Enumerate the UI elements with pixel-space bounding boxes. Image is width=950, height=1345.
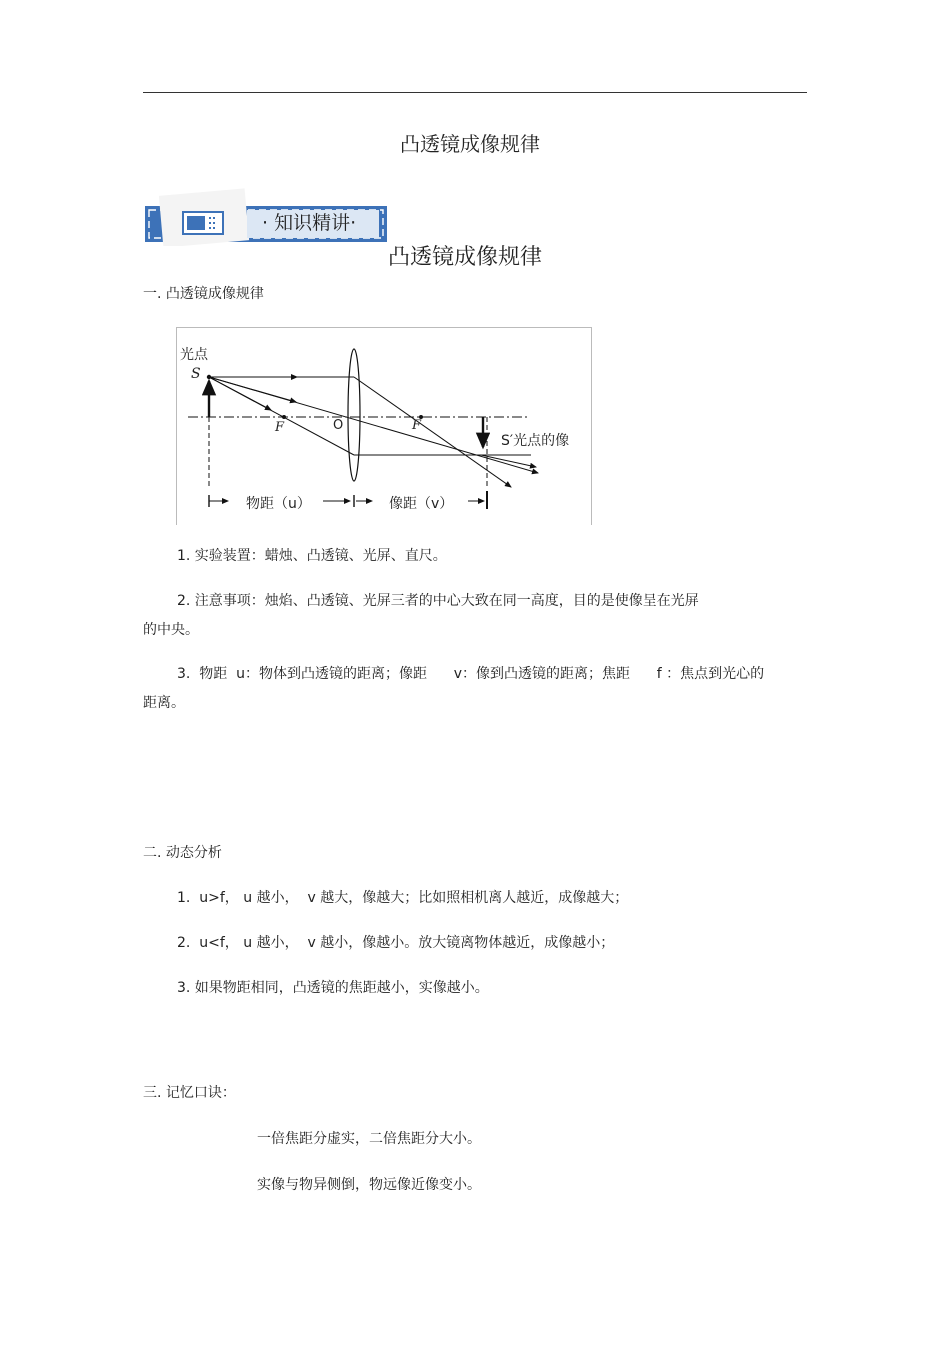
s1-item-3: 3. 物距 u：物体到凸透镜的距离；像距 v：像到凸透镜的距离；焦距 f ：焦点到光心的 bbox=[177, 666, 765, 682]
s2-item-2: 2. u<f， u 越小， v 越小，像越小。放大镜离物体越近，成像越小； bbox=[177, 935, 615, 951]
mnemonic-line-2: 实像与物异侧倒，物远像近像变小。 bbox=[257, 1177, 481, 1193]
s1-item-1: 1. 实验装置：蜡烛、凸透镜、光屏、直尺。 bbox=[177, 548, 447, 564]
label-f-right: F bbox=[412, 418, 422, 433]
s1-item-2: 2. 注意事项：烛焰、凸透镜、光屏三者的中心大致在同一高度，目的是使像呈在光屏 bbox=[177, 593, 699, 609]
banner-label: · 知识精讲· bbox=[262, 212, 357, 234]
mnemonic-line-1: 一倍焦距分虚实，二倍焦距分大小。 bbox=[257, 1131, 481, 1147]
s2-item-3: 3. 如果物距相同，凸透镜的焦距越小，实像越小。 bbox=[177, 980, 489, 996]
s2-item-1: 1. u>f， u 越小， v 越大，像越大；比如照相机离人越近，成像越大； bbox=[177, 890, 629, 906]
lens-ray-diagram bbox=[176, 327, 592, 525]
section-title: 凸透镜成像规律 bbox=[387, 245, 542, 270]
s1-item-2-cont: 的中央。 bbox=[143, 622, 199, 638]
label-image: S′光点的像 bbox=[501, 433, 570, 449]
label-s: S bbox=[191, 366, 201, 382]
section-2-heading: 二. 动态分析 bbox=[143, 845, 222, 861]
label-object-distance: 物距（u） bbox=[246, 496, 311, 512]
header-rule bbox=[143, 92, 807, 93]
monitor-icon bbox=[183, 212, 223, 234]
s1-item-3-cont: 距离。 bbox=[143, 695, 185, 711]
label-light-point: 光点 bbox=[180, 347, 208, 363]
label-o: O bbox=[333, 418, 344, 433]
label-f-left: F bbox=[275, 420, 285, 435]
section-3-heading: 三. 记忆口诀： bbox=[143, 1085, 236, 1101]
section-1-heading: 一. 凸透镜成像规律 bbox=[143, 286, 264, 302]
document-title: 凸透镜成像规律 bbox=[400, 132, 540, 156]
label-image-distance: 像距（v） bbox=[389, 496, 454, 512]
